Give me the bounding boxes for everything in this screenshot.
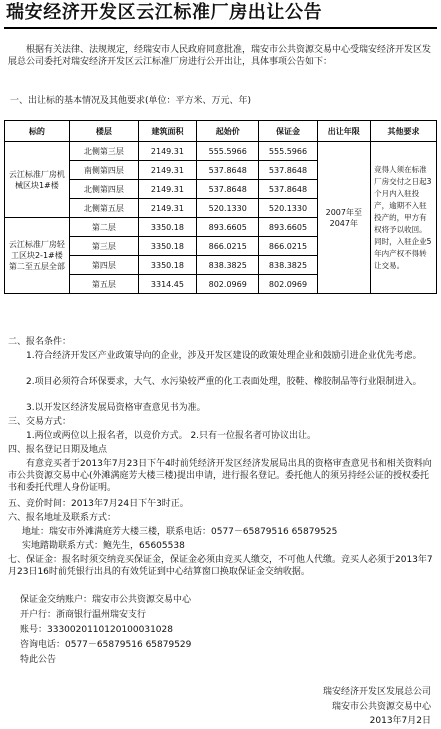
section-6-heading: 六、报名地址及联系方式： bbox=[8, 513, 117, 523]
col-header-floor: 楼层 bbox=[69, 121, 138, 142]
area-cell: 3350.18 bbox=[138, 237, 196, 256]
group-2-label: 云江标准厂房轻工区块2-1#楼第二至五层全部 bbox=[5, 218, 70, 294]
start-price-cell: 838.3825 bbox=[196, 256, 259, 275]
issue-date: 2013年7月2日 bbox=[369, 716, 431, 726]
col-header-subject: 标的 bbox=[5, 121, 70, 142]
start-price-cell: 520.1330 bbox=[196, 199, 259, 218]
deposit-account-number: 账号：3330020110120100031028 bbox=[20, 625, 173, 635]
area-cell: 3350.18 bbox=[138, 256, 196, 275]
area-cell: 2149.31 bbox=[138, 161, 196, 180]
lots-table bbox=[4, 120, 437, 294]
deposit-cell: 866.0215 bbox=[259, 237, 317, 256]
address-contact: 地址：瑞安市外滩满庭芳大楼三楼，联系电话：0577－65879516 65879525 bbox=[22, 527, 338, 537]
term-cell: 2007年至2047年 bbox=[317, 142, 371, 294]
condition-1: 1.符合经济开发区产业政策导向的企业，涉及开发区建设的政策处理企业和鼓励引进企业优先考虑。 bbox=[26, 351, 422, 361]
area-cell: 2149.31 bbox=[138, 180, 196, 199]
condition-3: 3.以开发区经济发展局资格审查意见书为准。 bbox=[26, 403, 206, 413]
issuer-2: 瑞安市公共资源交易中心 bbox=[331, 702, 431, 712]
col-header-start-price: 起始价 bbox=[196, 121, 259, 142]
other-requirements-cell: 竞得人须在标准厂房交付之日起3个月内入驻投产，逾期不入驻投产的，甲方有权将予以收回。同时，入驻企业5年内产权不得转让交易。 bbox=[371, 142, 437, 294]
start-price-cell: 893.6605 bbox=[196, 218, 259, 237]
floor-cell: 第五层 bbox=[69, 275, 138, 294]
area-cell: 2149.31 bbox=[138, 142, 196, 161]
section-3-heading: 三、交易方式： bbox=[8, 417, 72, 427]
floor-cell: 第三层 bbox=[69, 237, 138, 256]
area-cell: 2149.31 bbox=[138, 199, 196, 218]
start-price-cell: 537.8648 bbox=[196, 180, 259, 199]
start-price-cell: 555.5966 bbox=[196, 142, 259, 161]
deposit-account: 保证金交纳账户：瑞安市公共资源交易中心 bbox=[20, 595, 192, 605]
trade-methods: 1.两位或两位以上报名者，以竞价方式。 2.只有一位报名者可协议出让。 bbox=[26, 431, 317, 441]
table-row bbox=[5, 142, 437, 161]
site-visit-contact: 实地踏勘联系方式：鲍先生，65605538 bbox=[22, 541, 185, 551]
condition-2: 2.项目必须符合环保要求，大气、水污染较严重的化工表面处理，胶鞋、橡胶制品等行业限制进入。 bbox=[26, 377, 422, 387]
floor-cell: 第二层 bbox=[69, 218, 138, 237]
section-1-heading: 一、出让标的基本情况及其他要求(单位：平方米、万元、年) bbox=[10, 96, 252, 106]
deposit-cell: 838.3825 bbox=[259, 256, 317, 275]
deposit-cell: 520.1330 bbox=[259, 199, 317, 218]
section-7-deposit: 七、保证金：报名时须交纳竞买保证金，保证金必须由竞买人缴交，不可他人代缴。竞买人必须于2013年7月23日16时前凭银行出具的有效凭证到中心结算窗口换取保证金交纳收据。 bbox=[8, 555, 433, 577]
deposit-cell: 537.8648 bbox=[259, 180, 317, 199]
registration-text: 有意竞买者于2013年7月23日下午4时前凭经济开发区经济发展局出具的资格审查意见书和相关资料向市公共资源交易中心(外滩满庭芳大楼三楼)提出申请，进行报名登记。委托他人的须另持经公证的授权委托书和委托代理人身份证明。 bbox=[8, 459, 432, 493]
col-header-other: 其他要求 bbox=[371, 121, 437, 142]
floor-cell: 北侧第四层 bbox=[69, 180, 138, 199]
inquiry-phone: 咨询电话：0577－65879516 65879529 bbox=[20, 640, 192, 650]
start-price-cell: 537.8648 bbox=[196, 161, 259, 180]
col-header-area: 建筑面积 bbox=[138, 121, 196, 142]
deposit-cell: 555.5966 bbox=[259, 142, 317, 161]
section-2-heading: 二、报名条件： bbox=[8, 337, 72, 347]
col-header-deposit: 保证金 bbox=[259, 121, 317, 142]
floor-cell: 北侧第三层 bbox=[69, 142, 138, 161]
floor-cell: 南侧第四层 bbox=[69, 161, 138, 180]
table-header-row bbox=[5, 121, 437, 142]
intro-paragraph: 根据有关法律、法规规定，经瑞安市人民政府同意批准，瑞安市公共资源交易中心受瑞安经济开发区发展总公司委托对瑞安经济开发区云江标准厂房进行公开出让，具体事项公告如下： bbox=[8, 45, 432, 67]
floor-cell: 第四层 bbox=[69, 256, 138, 275]
title-rule bbox=[4, 27, 437, 29]
deposit-cell: 537.8648 bbox=[259, 161, 317, 180]
start-price-cell: 802.0969 bbox=[196, 275, 259, 294]
deposit-cell: 802.0969 bbox=[259, 275, 317, 294]
area-cell: 3314.45 bbox=[138, 275, 196, 294]
floor-cell: 北侧第五层 bbox=[69, 199, 138, 218]
deposit-cell: 893.6605 bbox=[259, 218, 317, 237]
closing-remark: 特此公告 bbox=[20, 655, 57, 665]
page-title: 瑞安经济开发区云江标准厂房出让公告 bbox=[6, 2, 323, 23]
section-4-heading: 四、报名登记日期及地点 bbox=[8, 445, 108, 455]
deposit-bank: 开户行：浙商银行温州瑞安支行 bbox=[20, 610, 147, 620]
issuer-1: 瑞安经济开发区发展总公司 bbox=[322, 687, 431, 697]
group-1-label: 云江标准厂房机械区块1#楼 bbox=[5, 142, 70, 218]
area-cell: 3350.18 bbox=[138, 218, 196, 237]
section-5-bidding-time: 五、竞价时间：2013年7月24日下午3时正。 bbox=[8, 499, 189, 509]
col-header-term: 出让年限 bbox=[317, 121, 371, 142]
start-price-cell: 866.0215 bbox=[196, 237, 259, 256]
